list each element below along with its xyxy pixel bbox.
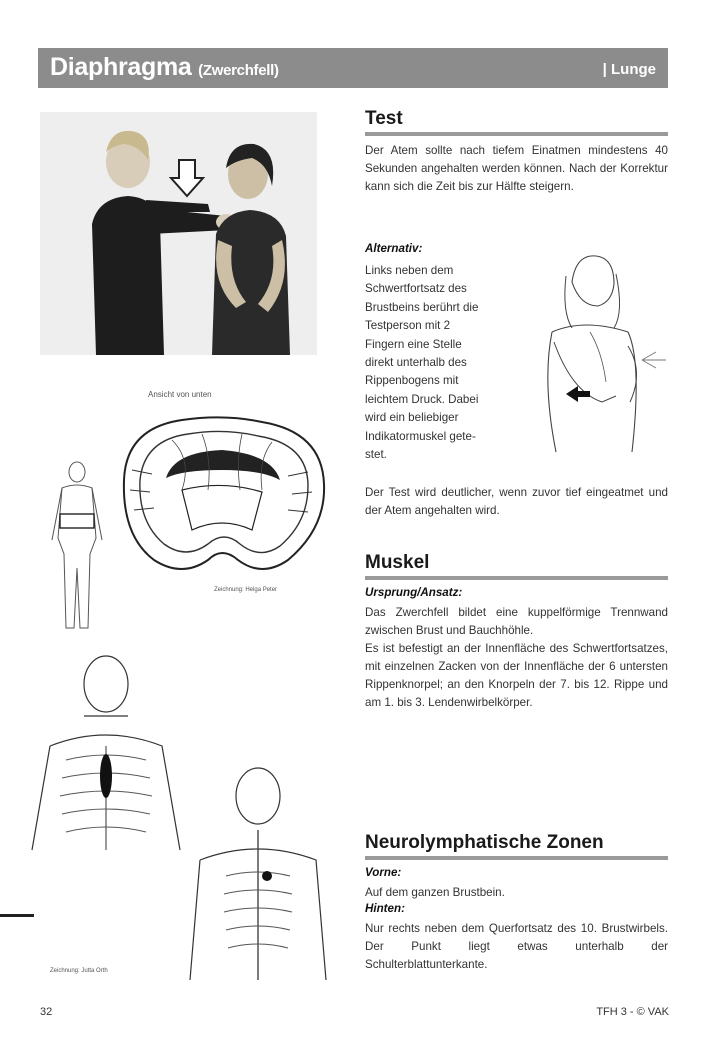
muskel-sub-label: Ursprung/Ansatz: <box>365 586 463 599</box>
title-sub: (Zwerchfell) <box>198 62 279 79</box>
title-main: Diaphragma <box>50 53 192 81</box>
skeleton-drawing <box>30 650 332 980</box>
test-photo <box>40 112 317 355</box>
alt-line: Links neben dem <box>365 264 454 277</box>
zonen-back-text: Nur rechts neben dem Querfortsatz des 10. Brustwirbels. Der Punkt liegt etwas unterhalb der Schulterblattunterkante. <box>365 922 668 971</box>
page-header-bar <box>38 48 668 88</box>
alt-line: Testperson mit 2 <box>365 319 451 333</box>
alt-line: Indikatormuskel gete- <box>365 429 476 443</box>
diaphragm-caption: Ansicht von unten <box>148 390 212 399</box>
heading-zonen: Neurolymphatische Zonen <box>365 832 668 860</box>
alt-line: stet. <box>365 448 387 462</box>
muskel-para-2: Es ist befestigt an der Innenfläche des Schwertfortsatzes, mit einzelnen Zacken von der Innenfläche der 6 untersten Rippenknorpel; an den Knorpeln der 7. bis 12. Rippe und am 1. bis 3. Lendenwirbelkörper. <box>365 642 668 709</box>
alt-line: Fingern eine Stelle <box>365 337 462 351</box>
alt-line: Schwertfortsatz des <box>365 282 467 296</box>
muskel-text <box>365 604 668 712</box>
page-title <box>50 53 279 82</box>
alternative-test-sketch <box>532 252 668 456</box>
alt-line: wird ein beliebiger <box>365 411 459 425</box>
zonen-front-label: Vorne: <box>365 866 402 879</box>
zonen-front-text: Auf dem ganzen Brustbein. <box>365 886 505 899</box>
body-outline-figure <box>48 458 106 636</box>
alt-line: direkt unterhalb des <box>365 356 467 370</box>
zonen-back-label: Hinten: <box>365 902 405 915</box>
alt-text-block <box>365 262 515 464</box>
margin-tab-mark <box>0 914 34 917</box>
heading-test: Test <box>365 108 668 136</box>
test-conclusion: Der Test wird deutlicher, wenn zuvor tief eingeatmet und der Atem angehalten wird. <box>365 486 668 517</box>
skeleton-credit: Zeichnung: Jutta Orth <box>50 968 108 974</box>
test-paragraph: Der Atem sollte nach tiefem Einatmen mindestens 40 Sekunden angehalten werden können. Nach der Korrektur kann sich die Zeit bis zur Hälfte steigern. <box>365 144 668 193</box>
page-number: 32 <box>40 1006 53 1018</box>
muskel-para-1: Das Zwerchfell bildet eine kuppelförmige Trennwand zwischen Brust und Bauchhöhle. <box>365 606 668 637</box>
alt-line: leichtem Druck. Dabei <box>365 392 479 406</box>
heading-muskel: Muskel <box>365 552 668 580</box>
diaphragm-credit: Zeichnung: Helga Peter <box>214 587 278 593</box>
alt-line: Rippenbogens mit <box>365 374 459 388</box>
copyright-notice: TFH 3 - © VAK <box>596 1006 669 1018</box>
category-label: | Lunge <box>602 61 656 78</box>
alt-line: Brustbeins berührt die <box>365 300 479 314</box>
diaphragm-drawing <box>112 410 334 580</box>
alt-label: Alternativ: <box>365 242 423 255</box>
